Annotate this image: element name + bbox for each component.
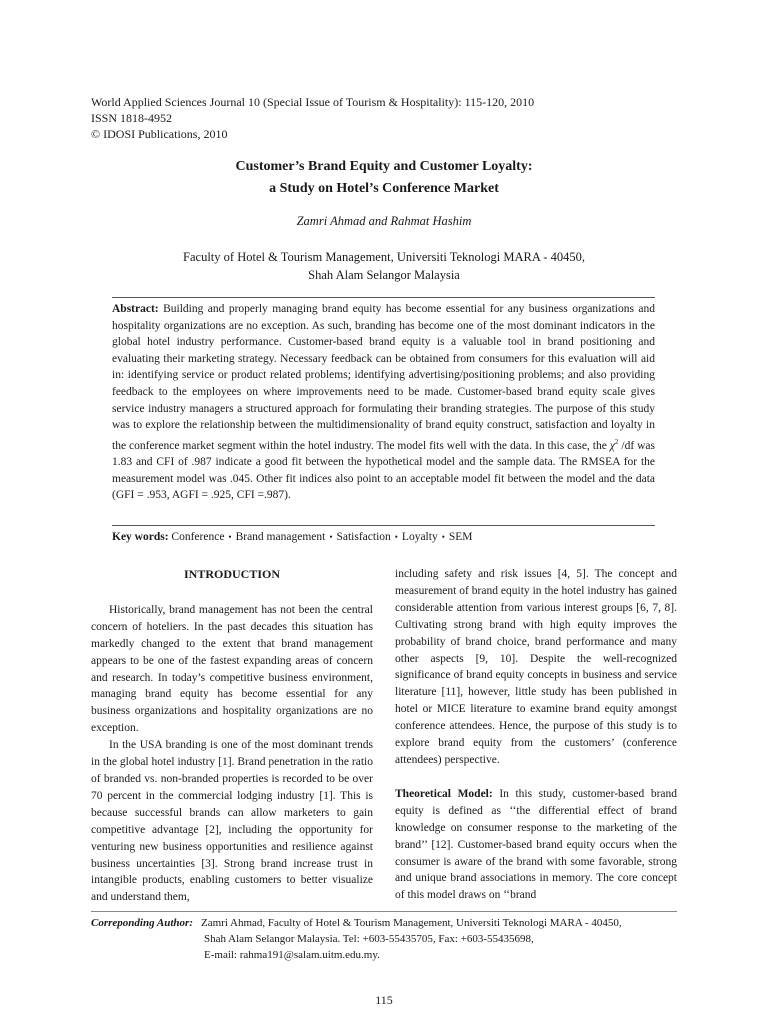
title-line-2: a Study on Hotel’s Conference Market <box>269 181 499 196</box>
authors: Zamri Ahmad and Rahmat Hashim <box>296 214 472 228</box>
keyword-separator: • <box>441 532 445 542</box>
theoretical-model-paragraph <box>395 786 677 904</box>
abstract <box>112 301 655 504</box>
affiliation <box>0 248 768 284</box>
keywords-label: Key words: <box>112 531 169 543</box>
paragraph-spacer <box>395 769 677 786</box>
page-number: 115 <box>375 993 393 1007</box>
keyword-separator: • <box>228 532 232 542</box>
journal-header <box>91 94 534 142</box>
abstract-label: Abstract: <box>112 303 159 315</box>
keyword-item: Conference <box>171 531 225 543</box>
journal-citation: World Applied Sciences Journal 10 (Special Issue of Tourism & Hospitality): 115-120, 2010 <box>91 95 535 109</box>
keyword-separator: • <box>329 532 333 542</box>
theoretical-model-label: Theoretical Model: <box>395 787 493 800</box>
abstract-top-rule <box>112 297 655 298</box>
title-line-1: Customer’s Brand Equity and Customer Loyalty: <box>235 159 533 174</box>
affiliation-line-1: Faculty of Hotel & Tourism Management, Universiti Teknologi MARA - 40450, <box>183 250 585 264</box>
intro-paragraph-2: In the USA branding is one of the most dominant trends in the global hotel industry [1]. Brand penetration in the ratio of branded vs. non-branded properties is recorded to be over 70 percent in the commercial lodging industry [1]. This is because successful brands can allow marketers to gain competitive advantage [2], including the opportunity for venturing new business opportunities and resilience against business uncertainties [3]. Strong brand increase trust in intangible products, enabling customers to better visualize and understand them, <box>91 739 373 904</box>
right-paragraph-1: including safety and risk issues [4, 5]. The concept and measurement of brand equity in the hotel industry has gained considerable attention from various interest groups [6, 7, 8]. Cultivating strong brand with high equity improves the probability of brand choice, brand performance and many other aspects [9, 10]. Despite the well-recognized significance of brand equity concepts in business and service literature [11], however, little study has been published in hotel or MICE literature to examine brand equity amongst conference attendees. Hence, the purpose of this study is to explore brand equity from the customers’ (conference attendees) perspective. <box>395 568 677 766</box>
keyword-item: SEM <box>448 531 473 543</box>
issn: ISSN 1818-4952 <box>91 111 173 125</box>
footnote-email: E-mail: rahma191@salam.uitm.edu.my. <box>204 949 380 961</box>
chi-square-superscript: 2 <box>614 437 619 446</box>
paper-title <box>0 156 768 200</box>
keyword-item: Satisfaction <box>336 531 391 543</box>
affiliation-line-2: Shah Alam Selangor Malaysia <box>308 268 460 282</box>
keywords <box>112 531 655 543</box>
footnote-line-1: Zamri Ahmad, Faculty of Hotel & Tourism Management, Universiti Teknologi MARA - 40450, <box>201 917 622 929</box>
right-column <box>395 566 677 904</box>
abstract-text-part-2: /df was 1.83 and CFI of .987 indicate a good fit between the hypothetical model and the sample data. The RMSEA for the measurement model was .045. Other fit indices also point to an acceptable model fit between the model and the data (GFI = .953, AGFI = .925, CFI =.987). <box>112 439 656 502</box>
left-column <box>91 566 373 906</box>
footnote-label: Correponding Author: <box>91 917 193 929</box>
abstract-text-part-1: Building and properly managing brand equity has become essential for any business organizations and hospitality organizations are no exception. As such, branding has become one of the most dominant indicators in the global hotel industry performance. Customer-based brand equity is a valuable tool in brand positioning and evaluating their marketing strategy. Necessary feedback can be obtained from consumers for this evaluation will aid in: identifying service or product related problems; identifying advertising/positioning problems; and also providing feedback to the employees on where improvements need to be made. Customer-based brand equity scale gives service industry managers a structured approach for formulating their branding strategies. The purpose of this study was to explore the relationship between the multidimensionality of brand equity construct, satisfaction and loyalty in the conference market segment within the hotel industry. The model fits well with the data. In this case, the <box>112 303 656 452</box>
corresponding-author-footnote <box>91 915 691 963</box>
theoretical-model-text: In this study, customer-based brand equity is defined as ‘‘the differential effect of brand knowledge on consumer response to the marketing of the brand’’ [12]. Customer-based brand equity occurs when the consumer is aware of the brand with some favorable, strong and unique brand associations in memory. The core concept of this model draws on ‘‘brand <box>395 787 678 902</box>
footnote-line-2: Shah Alam Selangor Malaysia. Tel: +603-55435705, Fax: +603-55435698, <box>204 933 534 945</box>
keyword-item: Brand management <box>235 531 326 543</box>
abstract-bottom-rule <box>112 525 655 526</box>
copyright: © IDOSI Publications, 2010 <box>91 127 228 141</box>
keyword-separator: • <box>394 532 398 542</box>
intro-paragraph-1: Historically, brand management has not been the central concern of hoteliers. In the past decades this situation has markedly changed to the extent that brand management appears to be one of the fastest expanding areas of concern and research. In today’s competitive business environment, managing brand equity has become essential for any business organizations and hospitality organizations are no exception. <box>91 603 373 735</box>
chi-square-symbol: χ <box>609 439 615 452</box>
keyword-item: Loyalty <box>401 531 438 543</box>
footnote-rule <box>91 911 677 912</box>
section-heading-introduction: INTRODUCTION <box>183 567 280 581</box>
